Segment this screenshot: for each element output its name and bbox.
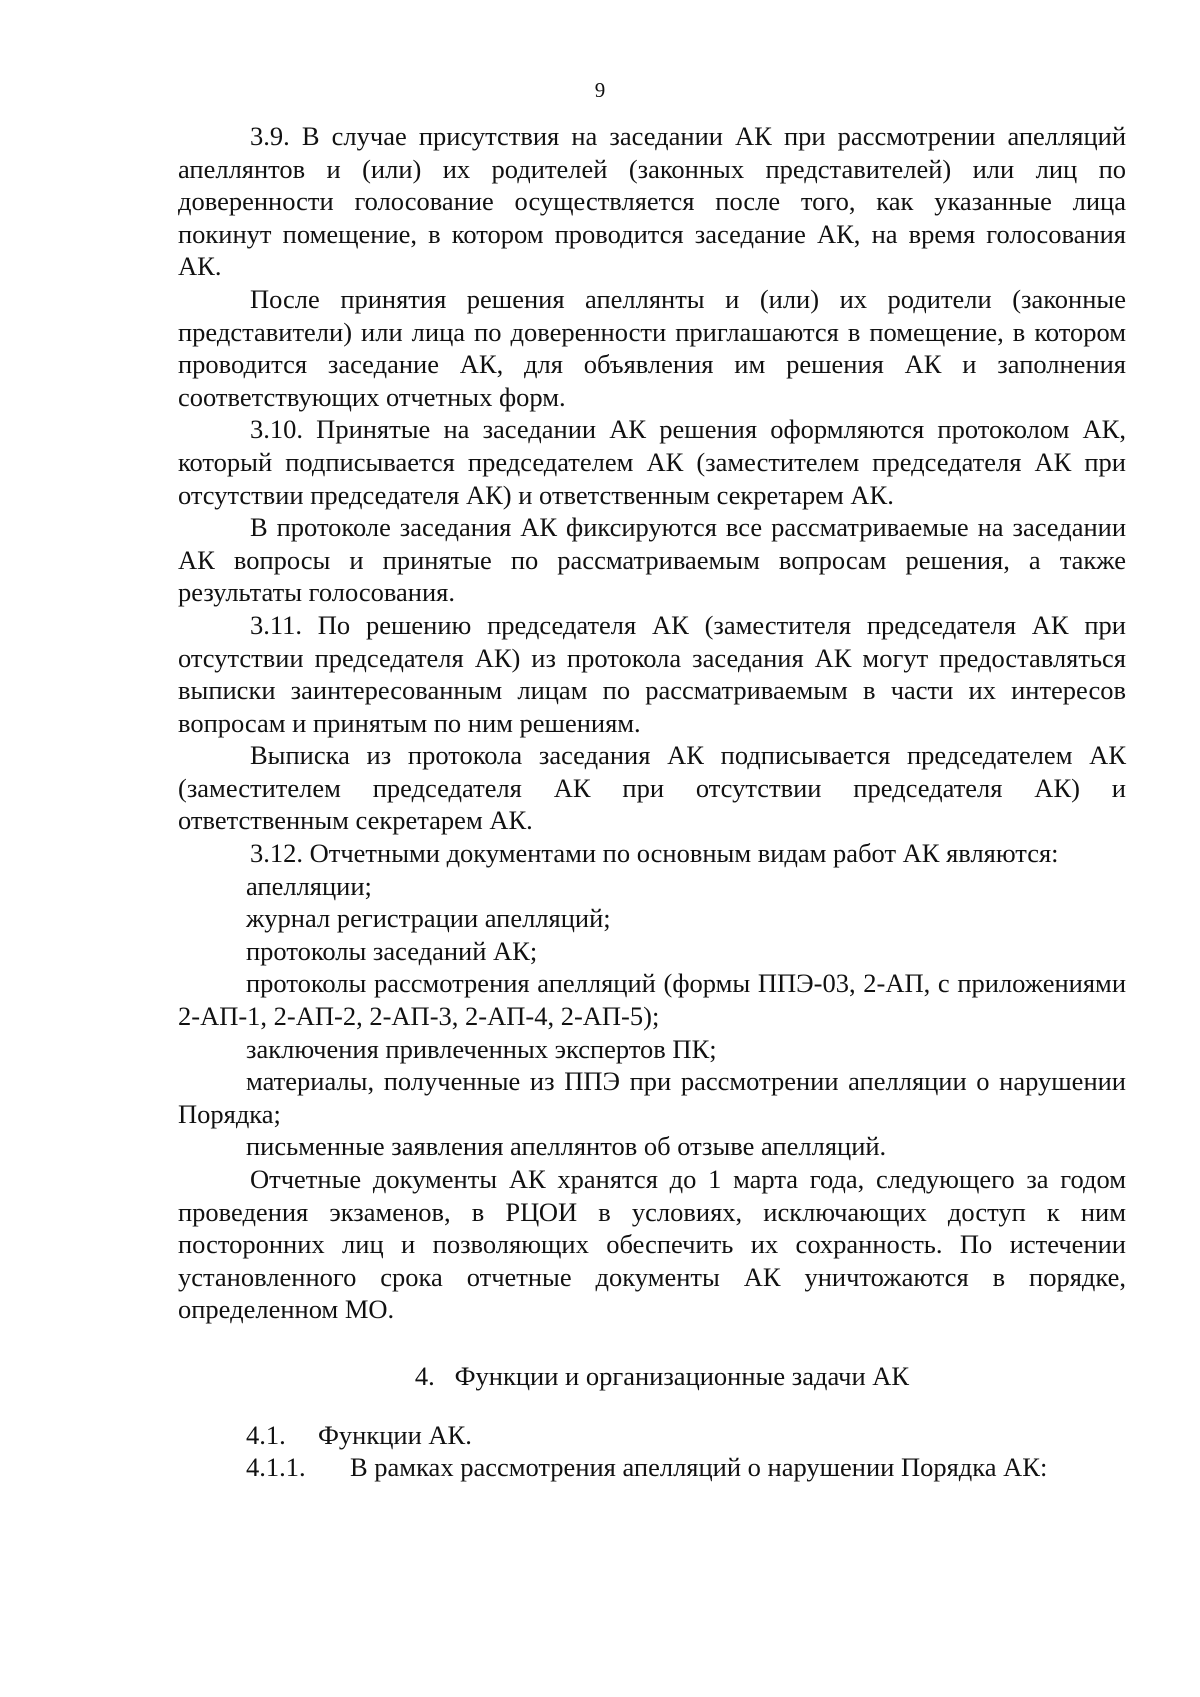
list-item: материалы, полученные из ППЭ при рассмотрении апелляции о нарушении Порядка; xyxy=(178,1066,1126,1129)
subsection-text: В рамках рассмотрения апелляций о нарушении Порядка АК: xyxy=(350,1452,1048,1483)
list-item: письменные заявления апеллянтов об отзыве апелляций. xyxy=(246,1131,887,1162)
section-heading xyxy=(178,1360,1126,1393)
paragraph-protocol: В протоколе заседания АК фиксируются все рассматриваемые на заседании АК вопросы и принятые по рассматриваемым вопросам решения, а также результаты голосования. xyxy=(178,512,1126,608)
list-item: заключения привлеченных экспертов ПК; xyxy=(246,1033,717,1064)
paragraph-after-decision: После принятия решения апеллянты и (или) их родители (законные представители) или лица по доверенности приглашаются в помещение, в котором проводится заседание АК, для объявления им решения АК и заполнения соответствующих отчетных форм. xyxy=(178,283,1126,412)
subsection-4-1 xyxy=(178,1419,1126,1452)
subsection-number: 4.1. xyxy=(246,1419,286,1450)
list-item: протоколы рассмотрения апелляций (формы ППЭ-03, 2-АП, с приложениями 2-АП-1, 2-АП-2, 2-АП-3, 2-АП-4, 2-АП-5); xyxy=(178,968,1126,1032)
paragraph-3-11: 3.11. По решению председателя АК (заместителя председателя АК при отсутствии председателя АК) из протокола заседания АК могут предоставляться выписки заинтересованным лицам по рассматриваемым в части их интересов вопросам и принятым по ним решениям. xyxy=(178,609,1126,738)
paragraph-3-12: 3.12. Отчетными документами по основным видам работ АК являются: xyxy=(250,838,1059,869)
section-title: Функции и организационные задачи АК xyxy=(454,1360,910,1391)
document-body xyxy=(178,120,1126,1484)
paragraph-3-10: 3.10. Принятые на заседании АК решения оформляются протоколом АК, который подписывается председателем АК (заместителем председателя АК при отсутствии председателя АК) и ответственным секретарем АК. xyxy=(178,414,1126,510)
paragraph-extract: Выписка из протокола заседания АК подписывается председателем АК (заместителем председателя АК при отсутствии председателя АК) и ответственным секретарем АК. xyxy=(178,740,1126,836)
paragraph-storage: Отчетные документы АК хранятся до 1 марта года, следующего за годом проведения экзаменов, в РЦОИ в условиях, исключающих доступ к ним посторонних лиц и позволяющих обеспечить их сохранность. По истечении установленного срока отчетные документы АК уничтожаются в порядке, определенном МО. xyxy=(178,1164,1126,1325)
list-item: апелляции; xyxy=(246,870,372,901)
subsection-4-1-1 xyxy=(178,1451,1126,1484)
list-item: журнал регистрации апелляций; xyxy=(246,903,611,934)
section-number: 4. xyxy=(414,1360,435,1391)
subsection-number: 4.1.1. xyxy=(246,1452,306,1483)
page-number: 9 xyxy=(594,78,606,102)
subsection-text: Функции АК. xyxy=(318,1419,472,1450)
list-item: протоколы заседаний АК; xyxy=(246,935,538,966)
paragraph-3-9: 3.9. В случае присутствия на заседании АК при рассмотрении апелляций апеллянтов и (или) их родителей (законных представителей) или лиц по доверенности голосование осуществляется после того, как указанные лица покинут помещение, в котором проводится заседание АК, на время голосования АК. xyxy=(178,121,1126,282)
